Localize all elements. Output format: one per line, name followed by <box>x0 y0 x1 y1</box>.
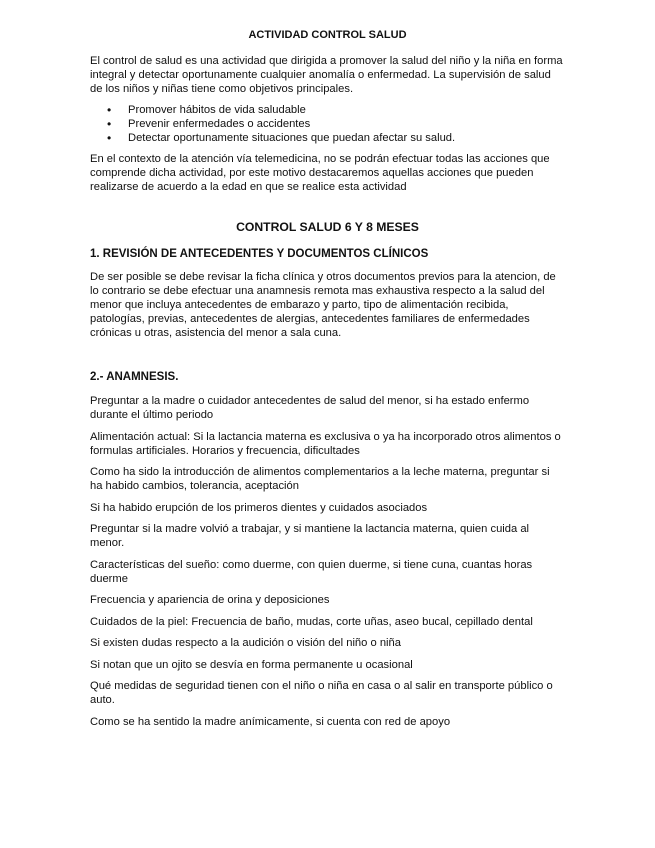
anamnesis-item: Cuidados de la piel: Frecuencia de baño, mudas, corte uñas, aseo bucal, cepillado dental <box>90 615 533 628</box>
anamnesis-item: Preguntar si la madre volvió a trabajar, y si mantiene la lactancia materna, quien cuida al menor. <box>90 523 530 549</box>
anamnesis-item: Si notan que un ojito se desvía en forma permanente u ocasional <box>90 658 413 671</box>
section-title: CONTROL SALUD 6 Y 8 MESES <box>236 220 419 234</box>
anamnesis-item: Qué medidas de seguridad tienen con el niño o niña en casa o al salir en transporte público o auto. <box>90 680 553 706</box>
anamnesis-item: Como se ha sentido la madre anímicamente, si cuenta con red de apoyo <box>90 715 451 728</box>
objective-item: • Detectar oportunamente situaciones que puedan afectar su salud. <box>128 131 565 145</box>
anamnesis-item: Alimentación actual: Si la lactancia materna es exclusiva o ya ha incorporado otros alimentos o formulas artificiales. Horarios y frecuencia, dificultades <box>90 430 561 457</box>
anamnesis-item: Frecuencia y apariencia de orina y deposiciones <box>90 594 330 606</box>
intro-paragraph: El control de salud es una actividad que dirigida a promover la salud del niño y la niña en forma integral y detectar oportunamente cualquier anomalía o enfermedad. La supervisión de salud de los niños y niñas tiene como objetivos principales. <box>90 55 563 95</box>
document-title: ACTIVIDAD CONTROL SALUD <box>248 29 407 41</box>
document-content <box>90 28 565 736</box>
anamnesis-item: Si ha habido erupción de los primeros dientes y cuidados asociados <box>90 501 428 514</box>
anamnesis-item: Preguntar a la madre o cuidador antecedentes de salud del menor, si ha estado enfermo durante el último periodo <box>90 395 530 421</box>
context-paragraph: En el contexto de la atención vía telemedicina, no se podrán efectuar todas las acciones que comprende dicha actividad, por este motivo destacaremos aquellas acciones que pueden realizarse de acuerdo a la edad en que se realice esta actividad <box>90 153 550 193</box>
anamnesis-item: Si existen dudas respecto a la audición o visión del niño o niña <box>90 637 401 649</box>
objective-item: • Prevenir enfermedades o accidentes <box>128 117 565 131</box>
antecedentes-heading: 1. REVISIÓN DE ANTECEDENTES Y DOCUMENTOS CLÍNICOS <box>90 248 429 260</box>
objective-item: • Promover hábitos de vida saludable <box>128 103 565 117</box>
anamnesis-item: Como ha sido la introducción de alimentos complementarios a la leche materna, preguntar si ha habido cambios, tolerancia, aceptación <box>90 466 550 492</box>
anamnesis-item: Características del sueño: como duerme, con quien duerme, si tiene cuna, cuantas horas duerme <box>90 558 533 585</box>
antecedentes-paragraph: De ser posible se debe revisar la ficha clínica y otros documentos previos para la atencion, de lo contrario se debe efectuar una anamnesis remota mas exhaustiva respecto a la salud del menor que incluya antecedentes de embarazo y parto, tipo de alimentación recibida, patologías, previas, antecedentes de alergias, antecedentes familiares de enfermedades crónicas u otras, asistencia del menor a sala cuna. <box>90 271 556 339</box>
objectives-list <box>90 103 565 145</box>
anamnesis-heading: 2.- ANAMNESIS. <box>90 371 179 383</box>
